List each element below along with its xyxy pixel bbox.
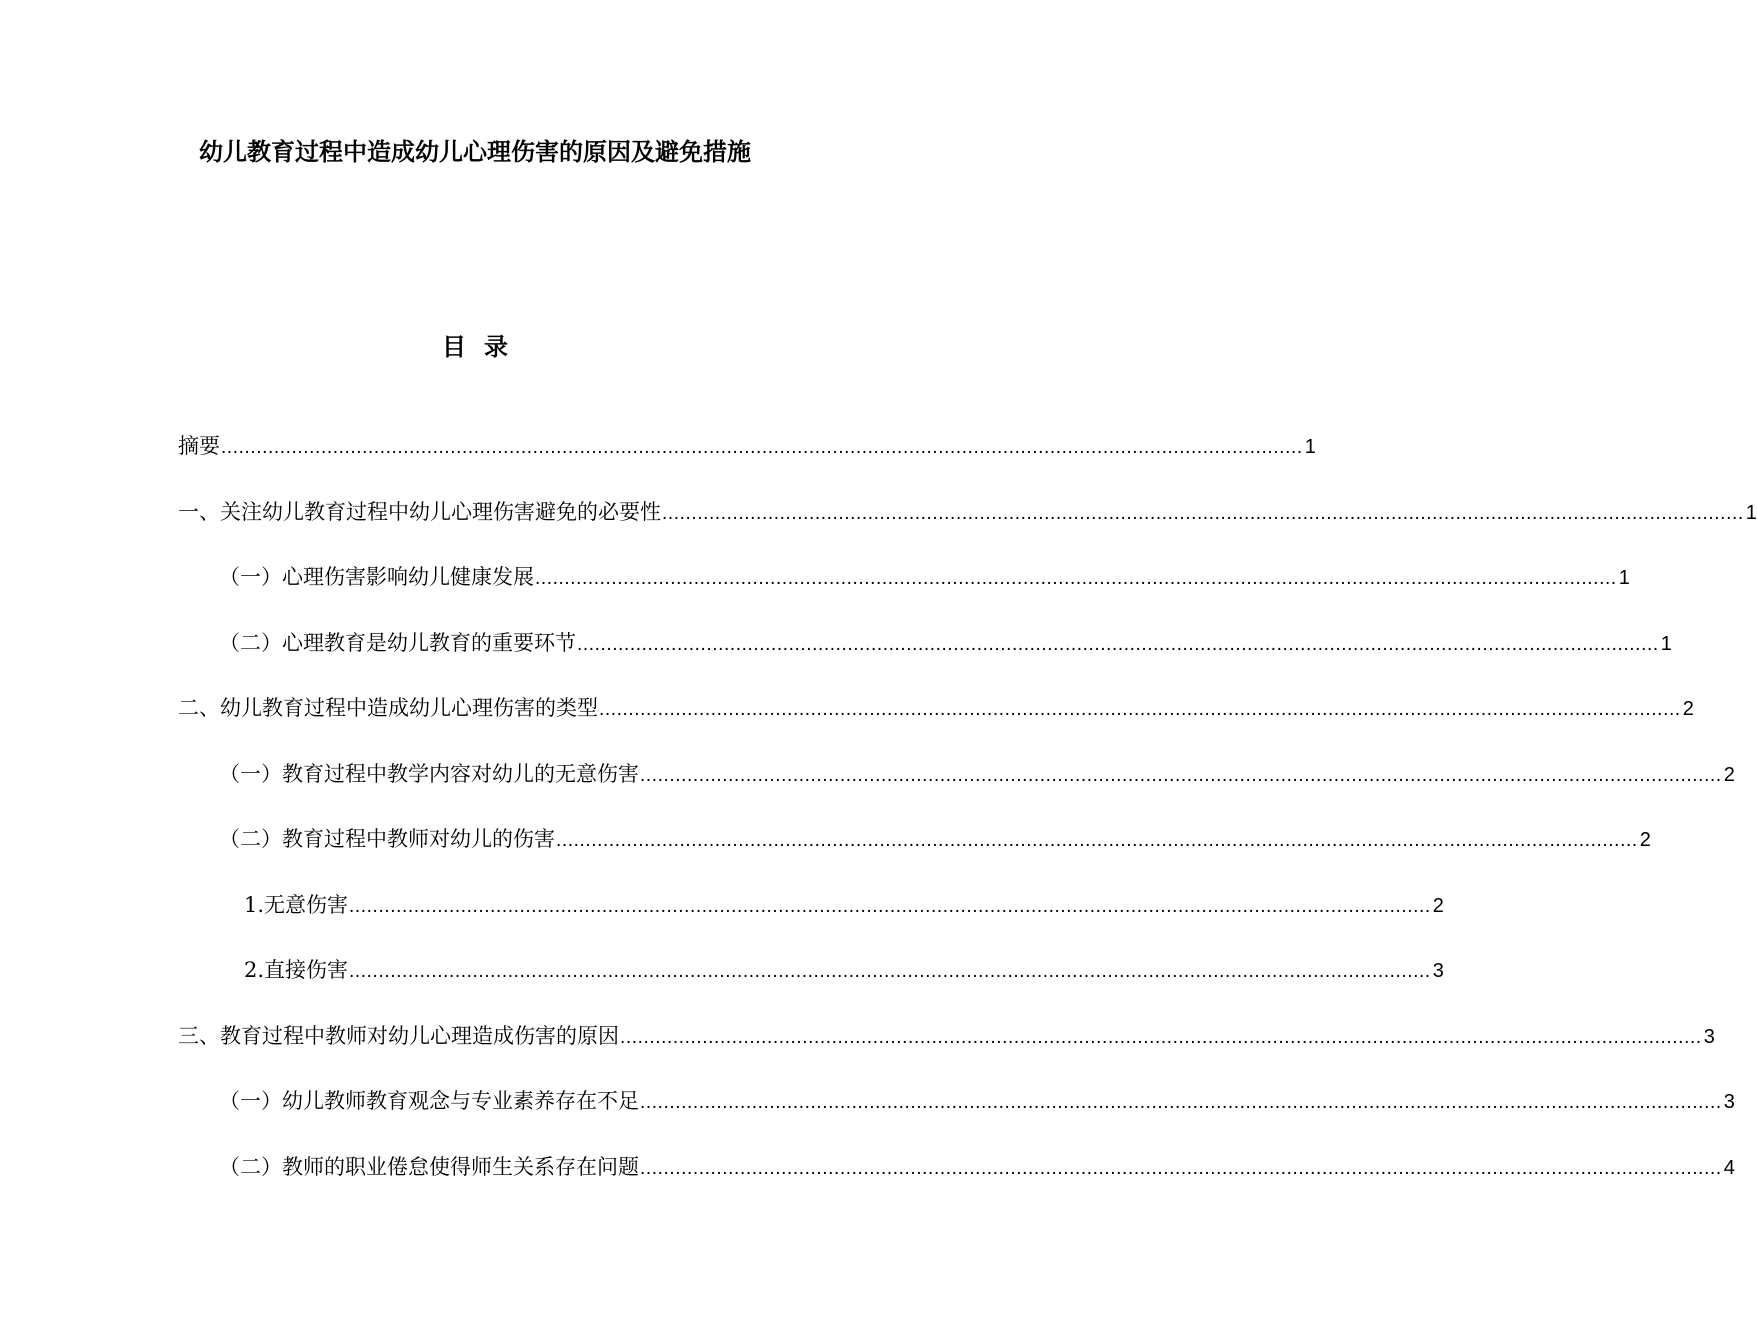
toc-entry-text: 三、教育过程中教师对幼儿心理造成伤害的原因: [178, 1023, 619, 1048]
toc-dot-leader: [577, 625, 1659, 665]
toc-entry[interactable]: [178, 754, 1735, 820]
toc-dot-leader: [640, 756, 1722, 796]
toc-dot-leader: [556, 821, 1638, 861]
table-of-contents: [178, 426, 1757, 1212]
toc-dot-leader: [221, 428, 1303, 468]
toc-dot-leader: [620, 1018, 1702, 1058]
toc-entry-text: （一）教育过程中教学内容对幼儿的无意伤害: [219, 761, 639, 786]
toc-dot-leader: [662, 494, 1744, 534]
toc-entry-text: 2.直接伤害: [244, 958, 349, 982]
toc-page-number: 1: [1660, 632, 1672, 655]
toc-page-number: 1: [1618, 567, 1630, 589]
toc-heading: 目录: [442, 333, 526, 361]
toc-dot-leader: [349, 887, 1431, 927]
toc-page-number: 3: [1432, 960, 1444, 982]
toc-entry[interactable]: [178, 557, 1630, 623]
toc-page-number: 1: [1745, 501, 1757, 524]
toc-entry[interactable]: [178, 1016, 1715, 1082]
toc-dot-leader: [599, 690, 1681, 730]
toc-entry-text: 二、幼儿教育过程中造成幼儿心理伤害的类型: [178, 696, 598, 720]
toc-dot-leader: [349, 952, 1431, 992]
toc-dot-leader: [535, 559, 1617, 599]
toc-entry[interactable]: [178, 492, 1757, 558]
toc-entry-text: （二）教师的职业倦怠使得师生关系存在问题: [219, 1154, 639, 1179]
toc-entry-text: 1.无意伤害: [244, 892, 349, 917]
toc-entry[interactable]: [178, 426, 1316, 492]
toc-dot-leader: [640, 1083, 1722, 1123]
toc-dot-leader: [640, 1149, 1722, 1189]
toc-entry-text: （一）幼儿教师教育观念与专业素养存在不足: [219, 1089, 639, 1113]
toc-entry[interactable]: [178, 819, 1651, 885]
document-title: 幼儿教育过程中造成幼儿心理伤害的原因及避免措施: [199, 138, 751, 166]
toc-entry[interactable]: [178, 950, 1444, 1016]
toc-page-number: 4: [1723, 1156, 1735, 1179]
toc-page-number: 2: [1682, 698, 1694, 720]
toc-entry-text: （一）心理伤害影响幼儿健康发展: [219, 565, 534, 589]
toc-entry[interactable]: [178, 688, 1694, 754]
toc-page-number: 2: [1723, 763, 1735, 786]
toc-entry[interactable]: [178, 1081, 1735, 1147]
toc-entry-text: （二）教育过程中教师对幼儿的伤害: [219, 827, 555, 851]
toc-entry[interactable]: [178, 885, 1444, 951]
toc-page-number: 1: [1304, 436, 1316, 458]
toc-page-number: 2: [1432, 894, 1444, 917]
toc-entry[interactable]: [178, 623, 1672, 689]
toc-entry-text: 一、关注幼儿教育过程中幼儿心理伤害避免的必要性: [178, 499, 661, 524]
toc-page-number: 2: [1639, 829, 1651, 851]
toc-page-number: 3: [1703, 1025, 1715, 1048]
toc-entry-text: （二）心理教育是幼儿教育的重要环节: [219, 630, 576, 655]
toc-entry-text: 摘要: [178, 434, 220, 458]
toc-page-number: 3: [1723, 1091, 1735, 1113]
toc-entry[interactable]: [178, 1147, 1735, 1213]
